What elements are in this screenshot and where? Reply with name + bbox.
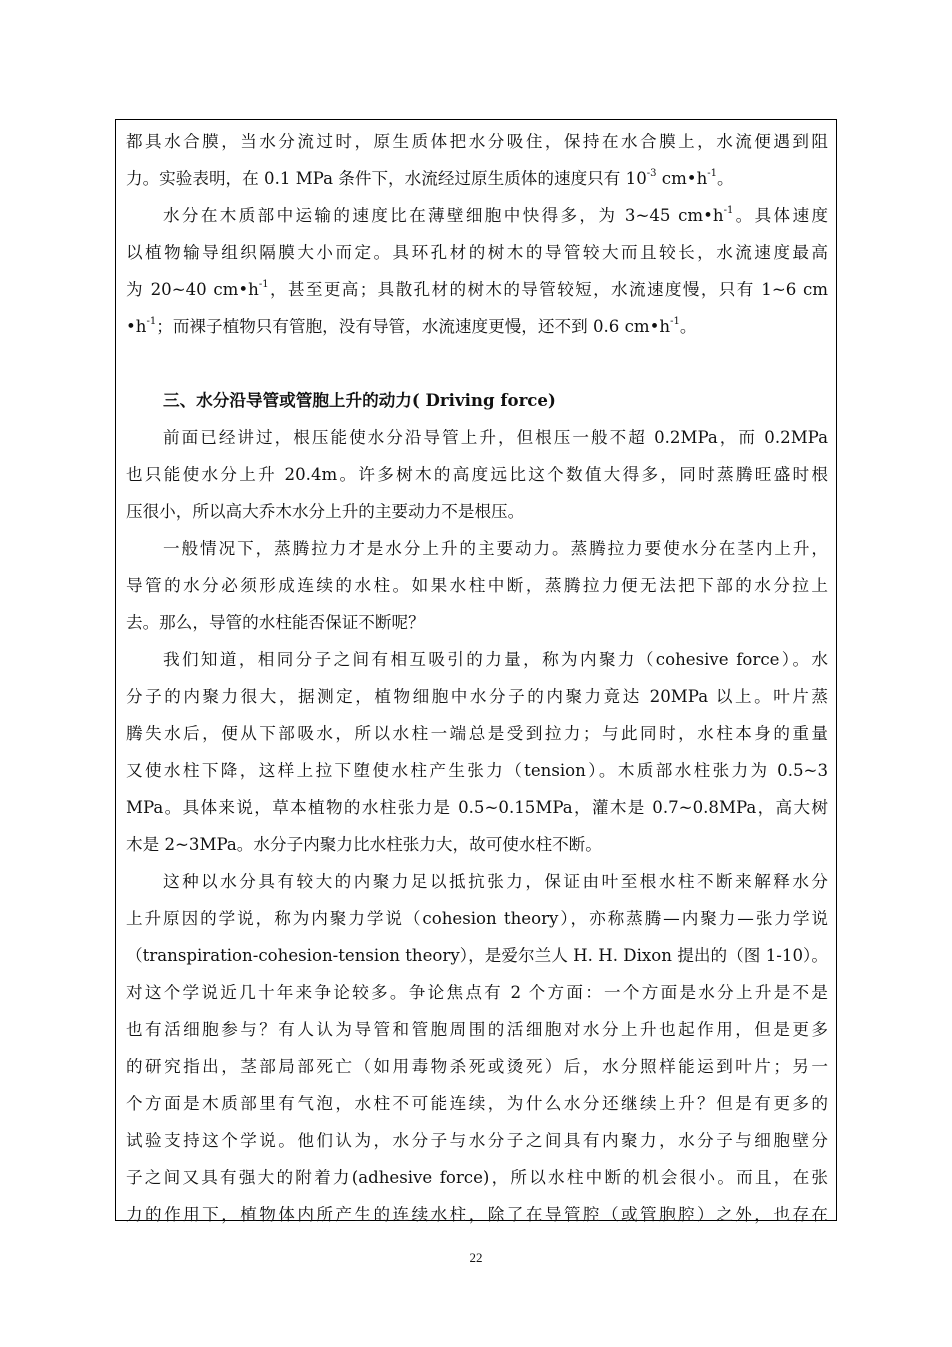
text-line: 我们知道，相同分子之间有相互吸引的力量，称为内聚力（cohesive force）。水 [163, 650, 828, 669]
text-line: 水分在木质部中运输的速度比在薄壁细胞中快得多，为 3~45 $cm•h^{-1}$。具体速度 [163, 205, 828, 225]
text-line: 以植物输导组织隔膜大小而定。具环孔材的树木的导管较大而且较长，水流速度最高 [126, 243, 828, 262]
text-line: 压很小，所以高大乔木水分上升的主要动力不是根压。 [126, 502, 525, 521]
text-line: 都具水合膜，当水分流过时，原生质体把水分吸住，保持在水合膜上，水流便遇到阻 [126, 132, 828, 151]
text-line: 力的作用下，植物体内所产生的连续水柱，除了在导管腔（或管胞腔）之外，也存在 [126, 1205, 828, 1224]
text-line: 子之间又具有强大的附着力(adhesive force)，所以水柱中断的机会很小。而且，在张 [126, 1168, 828, 1187]
text-line: 一般情况下，蒸腾拉力才是水分上升的主要动力。蒸腾拉力要使水分在茎内上升， [163, 539, 828, 558]
text-line: 木是 2~3MPa。水分子内聚力比水柱张力大，故可使水柱不断。 [126, 835, 602, 854]
page-number: 22 [469, 1250, 483, 1265]
text-line: $•h^{-1}$；而裸子植物只有管胞，没有导管，水流速度更慢，还不到 0.6 $cm•h^{-1}$。 [126, 316, 697, 336]
text-line: 又使水柱下降，这样上拉下堕使水柱产生张力（tension）。木质部水柱张力为 0.5~3 [126, 761, 828, 780]
text-line: 腾失水后，便从下部吸水，所以水柱一端总是受到拉力；与此同时，水柱本身的重量 [126, 724, 828, 743]
section-heading: 三、水分沿导管或管胞上升的动力( Driving force) [163, 390, 556, 410]
text-line: 的研究指出，茎部局部死亡（如用毒物杀死或烫死）后，水分照样能运到叶片；另一 [126, 1057, 828, 1076]
text-line: 前面已经讲过，根压能使水分沿导管上升，但根压一般不超 0.2MPa，而 0.2MPa [163, 428, 828, 447]
text-line: 也有活细胞参与？有人认为导管和管胞周围的活细胞对水分上升也起作用，但是更多 [126, 1020, 828, 1039]
text-line: 分子的内聚力很大，据测定，植物细胞中水分子的内聚力竟达 20MPa 以上。叶片蒸 [126, 687, 828, 706]
text-line: 个方面是木质部里有气泡，水柱不可能连续，为什么水分还继续上升？但是有更多的 [126, 1094, 828, 1113]
text-line: （transpiration-cohesion-tension theory），是爱尔兰人 H. H. Dixon 提出的（图 1-10）。 [126, 946, 828, 965]
text-line: 对这个学说近几十年来争论较多。争论焦点有 2 个方面：一个方面是水分上升是不是 [126, 983, 828, 1002]
text-line: 导管的水分必须形成连续的水柱。如果水柱中断，蒸腾拉力便无法把下部的水分拉上 [126, 576, 828, 595]
text-line: 去。那么，导管的水柱能否保证不断呢？ [126, 613, 425, 632]
text-line: 也只能使水分上升 20.4m。许多树木的高度远比这个数值大得多，同时蒸腾旺盛时根 [126, 465, 828, 484]
page-body [126, 123, 828, 1233]
text-line: 力。实验表明，在 0.1 MPa 条件下，水流经过原生质体的速度只有 $10^{-3}$ $cm•h^{-1}$。 [126, 168, 734, 188]
text-line: 这种以水分具有较大的内聚力足以抵抗张力，保证由叶至根水柱不断来解释水分 [163, 872, 828, 891]
blank-line [126, 345, 828, 382]
text-line: 为 20~40 $cm•h^{-1}$，甚至更高；具散孔材的树木的导管较短，水流速度慢，只有 1~6 cm [126, 279, 828, 299]
text-line: MPa。具体来说，草本植物的水柱张力是 0.5~0.15MPa，灌木是 0.7~0.8MPa，高大树 [126, 798, 828, 817]
text-line: 试验支持这个学说。他们认为，水分子与水分子之间具有内聚力，水分子与细胞壁分 [126, 1131, 828, 1150]
text-line: 上升原因的学说，称为内聚力学说（cohesion theory），亦称蒸腾—内聚力—张力学说 [126, 909, 828, 928]
